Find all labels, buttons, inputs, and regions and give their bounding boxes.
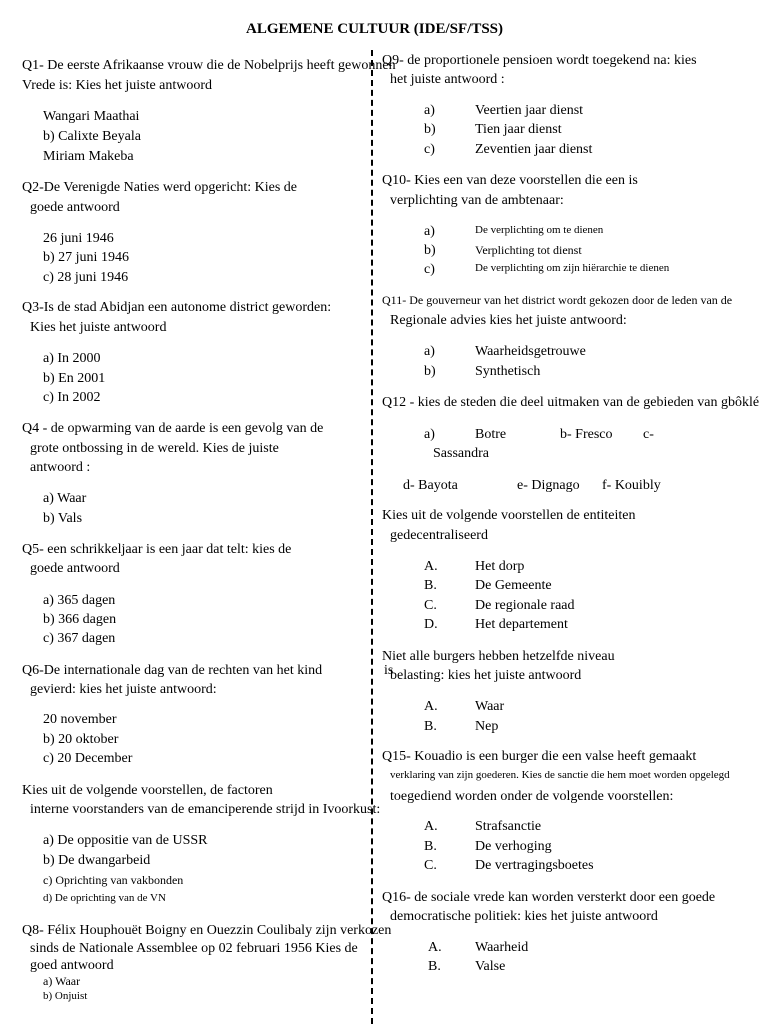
option-letter: b) [424, 243, 436, 258]
question-text: democratische politiek: kies het juiste antwoord [390, 909, 658, 924]
answer-option[interactable]: b) En 2001 [43, 371, 106, 386]
option-letter: D. [424, 617, 438, 632]
question-text: Q3-Is de stad Abidjan een autonome district geworden: [22, 300, 332, 315]
question-text: Q2-De Verenigde Naties werd opgericht: Kies de [22, 180, 297, 195]
answer-option[interactable]: Waarheid [475, 940, 529, 955]
answer-option[interactable]: De regionale raad [475, 598, 575, 613]
answer-option[interactable]: Zeventien jaar dienst [475, 142, 593, 157]
option-letter: c) [424, 142, 435, 157]
question-text: gevierd: kies het juiste antwoord: [30, 682, 217, 697]
answer-option[interactable]: De verhoging [475, 839, 552, 854]
answer-option[interactable]: Synthetisch [475, 364, 541, 379]
answer-option[interactable]: d) De oprichting van de VN [43, 892, 166, 904]
answer-option[interactable]: c) In 2002 [43, 390, 101, 405]
question-text: Vrede is: Kies het juiste antwoord [22, 78, 213, 93]
question-text: Q8- Félix Houphouët Boigny en Ouezzin Coulibaly zijn verkozen [22, 923, 392, 938]
question-text: Kies uit de volgende voorstellen de entiteiten [382, 508, 636, 523]
question-text: goed antwoord [30, 958, 114, 973]
answer-option[interactable]: 26 juni 1946 [43, 231, 114, 246]
answer-option[interactable]: b- Fresco [560, 427, 613, 442]
option-letter: a) [424, 344, 435, 359]
option-letter: C. [424, 598, 437, 613]
answer-option[interactable]: Sassandra [433, 446, 489, 461]
question-text: verklaring van zijn goederen. Kies de sanctie die hem moet worden opgelegd [390, 769, 730, 781]
question-text: Kies uit de volgende voorstellen, de factoren [22, 783, 273, 798]
answer-option[interactable]: Veertien jaar dienst [475, 103, 584, 118]
answer-option[interactable]: Tien jaar dienst [475, 122, 562, 137]
option-letter: A. [424, 559, 438, 574]
answer-option[interactable]: Het dorp [475, 559, 525, 574]
answer-option[interactable]: De Gemeente [475, 578, 552, 593]
question-text: belasting: kies het juiste antwoord [390, 668, 582, 683]
question-text: Niet alle burgers hebben hetzelfde niveau [382, 649, 615, 664]
option-letter: B. [424, 578, 437, 593]
option-letter: A. [424, 699, 438, 714]
answer-option[interactable]: f- Kouibly [602, 478, 661, 493]
answer-option[interactable]: a) Waar [43, 974, 81, 988]
answer-option[interactable]: a) 365 dagen [43, 593, 116, 608]
answer-option[interactable]: Het departement [475, 617, 568, 632]
answer-option[interactable]: Waar [475, 699, 505, 714]
option-letter: b) [424, 122, 436, 137]
question-text: Q15- Kouadio is een burger die een valse heeft gemaakt [382, 749, 697, 764]
option-letter: B. [424, 839, 437, 854]
question-text: Q12 - kies de steden die deel uitmaken van de gebieden van gbôklé [382, 395, 760, 410]
question-text: Q9- de proportionele pensioen wordt toegekend na: kies [382, 53, 697, 68]
option-letter: C. [424, 858, 437, 873]
answer-option[interactable]: De verplichting om zijn hiërarchie te dienen [475, 262, 670, 274]
column-divider [371, 50, 373, 1024]
answer-option[interactable]: De vertragingsboetes [475, 858, 594, 873]
option-letter: a) [424, 427, 435, 442]
answer-option[interactable]: b) De dwangarbeid [43, 853, 151, 868]
option-letter: b) [424, 364, 436, 379]
question-text: goede antwoord [30, 200, 120, 215]
answer-option[interactable]: a) In 2000 [43, 351, 101, 366]
answer-option[interactable]: Wangari Maathai [43, 109, 140, 124]
question-text: sinds de Nationale Assemblee op 02 februari 1956 Kies de [30, 941, 358, 956]
option-letter: a) [424, 103, 435, 118]
answer-option[interactable]: Strafsanctie [475, 819, 542, 834]
question-text: het juiste antwoord : [390, 72, 505, 87]
option-letter: A. [428, 940, 442, 955]
question-text: Q10- Kies een van deze voorstellen die een is [382, 173, 638, 188]
question-text: goede antwoord [30, 561, 120, 576]
question-text: Q5- een schrikkeljaar is een jaar dat telt: kies de [22, 542, 292, 557]
answer-option[interactable]: Botre [475, 427, 507, 442]
question-text: Kies het juiste antwoord [30, 320, 167, 335]
answer-option[interactable]: d- Bayota [403, 478, 458, 493]
question-text: Q11- De gouverneur van het district wordt gekozen door de leden van de [382, 293, 733, 307]
question-text: Q4 - de opwarming van de aarde is een gevolg van de [22, 421, 324, 436]
answer-option[interactable]: e- Dignago [517, 478, 580, 493]
question-text: Q16- de sociale vrede kan worden versterkt door een goede [382, 890, 716, 905]
answer-option[interactable]: c- [643, 427, 654, 442]
answer-option[interactable]: Valse [475, 959, 506, 974]
question-text: toegediend worden onder de volgende voorstellen: [390, 789, 674, 804]
question-text: gedecentraliseerd [390, 528, 488, 543]
option-letter: B. [428, 959, 441, 974]
answer-option[interactable]: b) Calixte Beyala [43, 129, 141, 144]
answer-option[interactable]: b) 20 oktober [43, 732, 119, 747]
question-text: grote ontbossing in de wereld. Kies de juiste [30, 441, 279, 456]
answer-option[interactable]: b) Vals [43, 511, 83, 526]
answer-option[interactable]: c) 20 December [43, 751, 133, 766]
answer-option[interactable]: c) 367 dagen [43, 631, 116, 646]
answer-option[interactable]: De verplichting om te dienen [475, 224, 604, 236]
question-text: antwoord : [30, 460, 91, 475]
answer-option[interactable]: Waarheidsgetrouwe [475, 344, 586, 359]
option-letter: c) [424, 262, 435, 277]
answer-option[interactable]: a) De oppositie van de USSR [43, 833, 208, 848]
option-letter: A. [424, 819, 438, 834]
answer-option[interactable]: b) Onjuist [43, 990, 88, 1002]
question-text: Q1- De eerste Afrikaanse vrouw die de Nobelprijs heeft gewonnen [22, 58, 396, 73]
answer-option[interactable]: 20 november [43, 712, 117, 727]
question-text: is [384, 663, 394, 678]
option-letter: a) [424, 224, 435, 239]
answer-option[interactable]: c) Oprichting van vakbonden [43, 873, 184, 887]
answer-option[interactable]: Verplichting tot dienst [475, 243, 582, 257]
page-title: ALGEMENE CULTUUR (IDE/SF/TSS) [246, 21, 503, 37]
question-text: Q6-De internationale dag van de rechten van het kind [22, 663, 323, 678]
question-text: interne voorstanders van de emanciperende strijd in Ivoorkust: [30, 802, 381, 817]
answer-option[interactable]: b) 366 dagen [43, 612, 117, 627]
answer-option[interactable]: Miriam Makeba [43, 149, 134, 164]
answer-option[interactable]: c) 28 juni 1946 [43, 270, 129, 285]
question-text: verplichting van de ambtenaar: [390, 193, 564, 208]
answer-option[interactable]: b) 27 juni 1946 [43, 250, 129, 265]
answer-option[interactable]: Nep [475, 719, 499, 734]
answer-option[interactable]: a) Waar [43, 491, 87, 506]
question-text: Regionale advies kies het juiste antwoord: [390, 313, 627, 328]
option-letter: B. [424, 719, 437, 734]
